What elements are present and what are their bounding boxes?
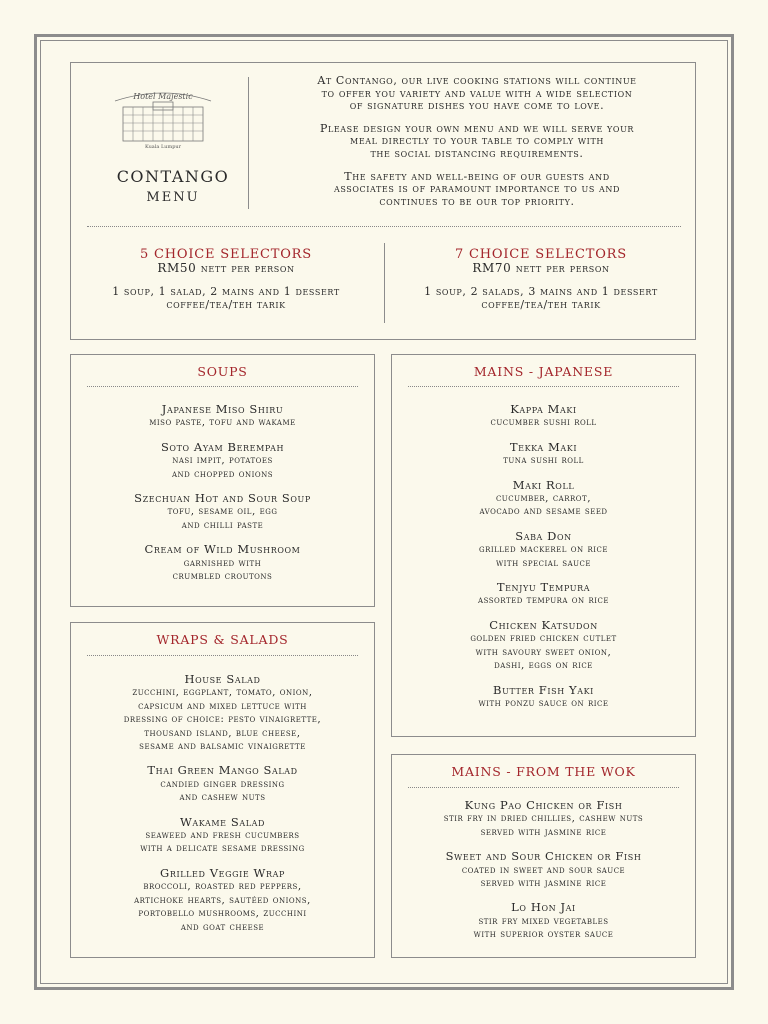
logo-text-bottom: Kuala Lumpur: [144, 144, 182, 149]
item-name: Thai Green Mango Salad: [147, 763, 298, 778]
selector-includes: 1 soup, 2 salads, 3 mains and 1 dessert: [424, 285, 658, 298]
wraps-salads-section: [70, 622, 375, 958]
item-description: grilled mackerel on rice: [479, 543, 608, 556]
menu-item: [71, 403, 374, 430]
intro-line: of signature dishes you have come to love.: [349, 99, 605, 113]
menu-item: [392, 403, 695, 430]
item-description: with special sauce: [495, 556, 592, 569]
item-name: Cream of Wild Mushroom: [144, 542, 301, 557]
item-description: nasi impit, potatoes: [172, 454, 273, 467]
selector-title: 7 CHOICE SELECTORS: [455, 247, 627, 262]
item-description: zucchini, eggplant, tomato, onion,: [132, 686, 313, 699]
menu-item: [71, 492, 374, 532]
selector-5-choice: [76, 247, 376, 311]
item-description: stir fry mixed vegetables: [478, 914, 609, 927]
item-description: broccoli, roasted red peppers,: [143, 880, 302, 893]
item-description: dressing of choice: pesto vinaigrette,: [123, 713, 322, 726]
hotel-logo-icon: [109, 85, 217, 149]
item-description: assorted tempura on rice: [478, 594, 609, 607]
intro-text: [267, 75, 687, 218]
dotted-divider: [87, 226, 681, 227]
item-name: Soto Ayam Berempah: [160, 439, 285, 454]
section-title: SOUPS: [197, 364, 248, 379]
item-name: Szechuan Hot and Sour Soup: [134, 491, 311, 506]
section-title: MAINS - JAPANESE: [473, 364, 614, 379]
selector-drinks: coffee/tea/teh tarik: [166, 298, 286, 311]
item-description: served with jasmine rice: [480, 825, 607, 838]
item-description: and cashew nuts: [179, 791, 266, 804]
item-description: candied ginger dressing: [160, 777, 285, 790]
selector-price: RM70 nett per person: [472, 261, 610, 275]
menu-item: [71, 543, 374, 583]
section-title: MAINS - FROM THE WOK: [451, 764, 636, 779]
intro-line: continues to be our top priority.: [379, 194, 575, 208]
intro-line: The safety and well-being of our guests and: [344, 169, 610, 183]
item-description: miso paste, tofu and wakame: [149, 416, 296, 429]
mains-wok-section: [391, 754, 696, 958]
item-name: Kappa Maki: [510, 402, 577, 416]
item-description: and goat cheese: [180, 920, 265, 933]
menu-item: [71, 441, 374, 481]
selector-includes: 1 soup, 1 salad, 2 mains and 1 dessert: [112, 285, 340, 298]
item-name: Butter Fish Yaki: [493, 682, 594, 697]
item-description: tuna sushi roll: [503, 454, 584, 467]
item-description: with ponzu sauce on rice: [478, 696, 609, 709]
menu-item: [392, 619, 695, 673]
soups-section: [70, 354, 375, 607]
item-description: served with jasmine rice: [480, 877, 607, 890]
menu-item: [392, 850, 695, 890]
intro-paragraph: [267, 171, 687, 209]
intro-paragraph: [267, 123, 687, 161]
menu-item: [392, 684, 695, 711]
selector-divider: [384, 243, 385, 323]
menu-item: [392, 901, 695, 941]
item-description: coated in sweet and sour sauce: [461, 863, 626, 876]
item-description: capsicum and mixed lettuce with: [138, 699, 307, 712]
item-description: with savoury sweet onion,: [475, 645, 612, 658]
intro-line: Please design your own menu and we will serve your: [319, 121, 635, 135]
item-description: and chopped onions: [171, 467, 274, 480]
intro-line: At Contango, our live cooking stations will continue: [317, 74, 637, 87]
menu-item: [392, 799, 695, 839]
dotted-divider: [408, 787, 679, 788]
mains-wok-list: [392, 799, 695, 953]
dotted-divider: [87, 655, 358, 656]
item-description: crumbled croutons: [172, 570, 273, 583]
menu-item: [392, 530, 695, 570]
item-name: Saba Don: [515, 528, 572, 543]
item-description: artichoke hearts, sautéed onions,: [134, 893, 311, 906]
item-description: thousand island, blue cheese,: [144, 726, 301, 739]
selector-title: 5 CHOICE SELECTORS: [140, 247, 312, 262]
wraps-list: [71, 673, 374, 945]
item-name: House Salad: [184, 672, 261, 686]
item-description: garnished with: [183, 556, 262, 569]
menu-item: [71, 673, 374, 753]
item-description: cucumber sushi roll: [490, 416, 597, 429]
restaurant-name: CONTANGO: [116, 167, 230, 186]
item-description: seaweed and fresh cucumbers: [145, 829, 300, 842]
item-name: Wakame Salad: [179, 814, 266, 829]
item-description: dashi, eggs on rice: [494, 659, 593, 672]
item-description: golden fried chicken cutlet: [470, 632, 617, 645]
selector-price: RM50 nett per person: [157, 261, 295, 275]
soups-list: [71, 403, 374, 594]
dotted-divider: [87, 386, 358, 387]
item-description: cucumber, carrot,: [495, 492, 592, 505]
item-name: Sweet and Sour Chicken or Fish: [445, 849, 642, 864]
menu-item: [71, 867, 374, 934]
intro-line: to offer you variety and value with a wide selection: [321, 86, 633, 100]
logo-text-top: Hotel Majestic: [133, 92, 193, 101]
intro-line: the social distancing requirements.: [370, 146, 584, 160]
dotted-divider: [408, 386, 679, 387]
header-divider: [248, 77, 249, 209]
item-name: Tenjyu Tempura: [496, 580, 591, 595]
menu-item: [392, 479, 695, 519]
mains-japanese-section: [391, 354, 696, 737]
item-name: Lo Hon Jai: [511, 900, 576, 915]
item-name: Grilled Veggie Wrap: [160, 865, 285, 880]
item-description: with superior oyster sauce: [473, 928, 614, 941]
menu-item: [71, 764, 374, 804]
menu-item: [71, 816, 374, 856]
selector-7-choice: [391, 247, 691, 311]
item-description: portobello mushrooms, zucchini: [138, 907, 307, 920]
item-name: Tekka Maki: [509, 439, 578, 454]
selector-drinks: coffee/tea/teh tarik: [481, 298, 601, 311]
item-name: Kung Pao Chicken or Fish: [464, 798, 623, 812]
intro-line: meal directly to your table to comply with: [350, 134, 604, 148]
menu-item: [392, 441, 695, 468]
item-name: Maki Roll: [512, 477, 575, 492]
item-description: stir fry in dried chillies, cashew nuts: [443, 812, 644, 825]
item-description: avocado and sesame seed: [479, 505, 608, 518]
item-name: Chicken Katsudon: [489, 617, 598, 632]
item-name: Japanese Miso Shiru: [161, 402, 284, 416]
item-description: tofu, sesame oil, egg: [167, 505, 278, 518]
intro-line: associates is of paramount importance to us and: [333, 182, 621, 196]
menu-heading: MENU: [146, 190, 200, 205]
item-description: and chilli paste: [181, 518, 264, 531]
item-description: with a delicate sesame dressing: [140, 842, 305, 855]
intro-paragraph: [267, 75, 687, 113]
menu-item: [392, 581, 695, 608]
section-title: WRAPS & SALADS: [156, 632, 289, 647]
header-panel: [70, 62, 696, 340]
mains-japanese-list: [392, 403, 695, 721]
item-description: sesame and balsamic vinaigrette: [139, 740, 306, 753]
